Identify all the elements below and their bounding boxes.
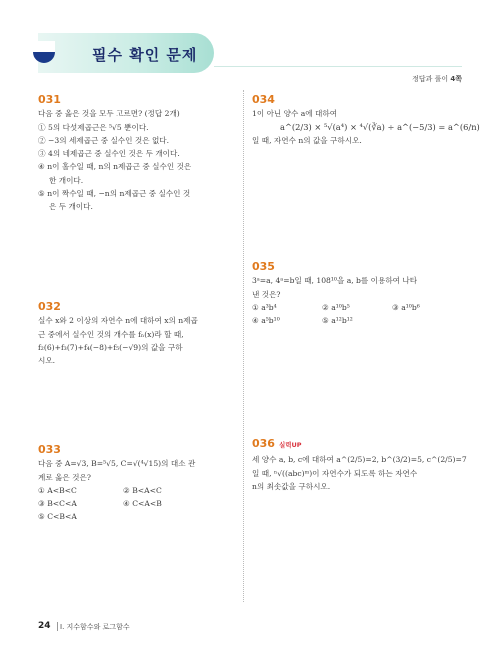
section-logo-notch [33,41,55,52]
header-rule [214,66,462,67]
page-number: 24 [38,621,51,631]
footer-separator [57,622,58,631]
choice-1: ① A<B<C [38,485,77,495]
choice-3: ③ a¹⁰b⁶ [392,302,420,312]
choice-5: ⑤ C<B<A [38,512,77,522]
problem-line: f₂(6)+f₃(7)+f₄(−8)+f₅(−√9)의 값을 구하 [38,342,183,352]
problem-line: 세 양수 a, b, c에 대하여 a^(2/5)=2, b^(3/2)=5, c^(2/5)=7 [252,455,467,465]
problem-number: 035 [252,260,275,273]
problem-line: 3ᵃ=a, 4ᵃ=b일 때, 108¹⁰을 a, b를 이용하여 나타 [252,276,418,286]
choice-5-cont: 은 두 개이다. [49,202,93,212]
problem-number: 033 [38,443,61,456]
choice-grid [252,301,462,328]
choice-4-cont: 한 개이다. [49,175,84,185]
problem-stem: 다음 중 옳은 것을 모두 고르면? (정답 2개) [38,109,180,119]
answer-reference-page: 4쪽 [450,75,462,83]
choice-2: ② −3의 세제곱근 중 실수인 것은 없다. [38,135,170,145]
problem-line: 다음 중 A=√3, B=⁵√5, C=√(⁴√15)의 대소 관 [38,459,196,469]
problem-036 [252,437,467,493]
answer-reference [412,74,462,84]
problem-line: 계로 옳은 것은? [38,472,91,482]
problem-number [252,437,467,452]
choice-5: ⑤ n이 짝수일 때, −n의 n제곱근 중 실수인 것 [38,189,191,199]
problem-line: 일 때, ⁿ√((abc)ᵐ)이 자연수가 되도록 하는 자연수 [252,468,418,478]
column-divider [243,90,244,602]
problem-number: 032 [38,300,61,313]
problem-033 [38,443,238,524]
problem-expression: a^(2/3) × ⁵√(a⁴) × ⁴√(∛a) ÷ a^(−5/3) = a^(6/n) [280,121,480,132]
chapter-title: Ⅰ. 지수함수와 로그함수 [60,623,130,631]
problem-line: 낸 것은? [252,289,281,299]
problem-line: 근 중에서 실수인 것의 개수를 fₙ(x)라 할 때, [38,329,184,339]
problem-034 [252,93,480,147]
choice-4: ④ a⁵b¹⁰ [252,316,280,326]
problem-line: 시오. [38,356,56,366]
choice-4: ④ n이 홀수일 때, n의 n제곱근 중 실수인 것은 [38,162,192,172]
choice-1: ① 5의 다섯제곱근은 ⁵√5 뿐이다. [38,122,149,132]
problem-number: 031 [38,93,61,106]
choice-2: ② a¹⁰b⁵ [322,302,350,312]
problem-031 [38,93,238,214]
choice-3: ③ 4의 네제곱근 중 실수인 것은 두 개이다. [38,149,180,159]
difficulty-tag: 실력UP [278,441,302,449]
section-title: 필수 확인 문제 [92,46,198,64]
problem-line: n의 최솟값을 구하시오. [252,481,331,491]
choice-3: ③ B<C<A [38,499,77,509]
choice-2: ② B<A<C [123,485,162,495]
problem-line: 실수 x와 2 이상의 자연수 n에 대하여 x의 n제곱 [38,316,198,326]
problem-035 [252,260,467,327]
choice-1: ① a³b⁴ [252,302,277,312]
problem-032 [38,300,238,367]
answer-reference-label: 정답과 풀이 [412,75,449,83]
problem-line: 일 때, 자연수 n의 값을 구하시오. [252,135,362,145]
problem-line: 1이 아닌 양수 a에 대하여 [252,109,338,119]
choice-4: ④ C<A<B [123,499,162,509]
choice-grid [38,484,208,524]
problem-number-text: 036 [252,437,275,450]
choice-5: ⑤ a¹²b¹² [322,316,353,326]
problem-number: 034 [252,93,275,106]
